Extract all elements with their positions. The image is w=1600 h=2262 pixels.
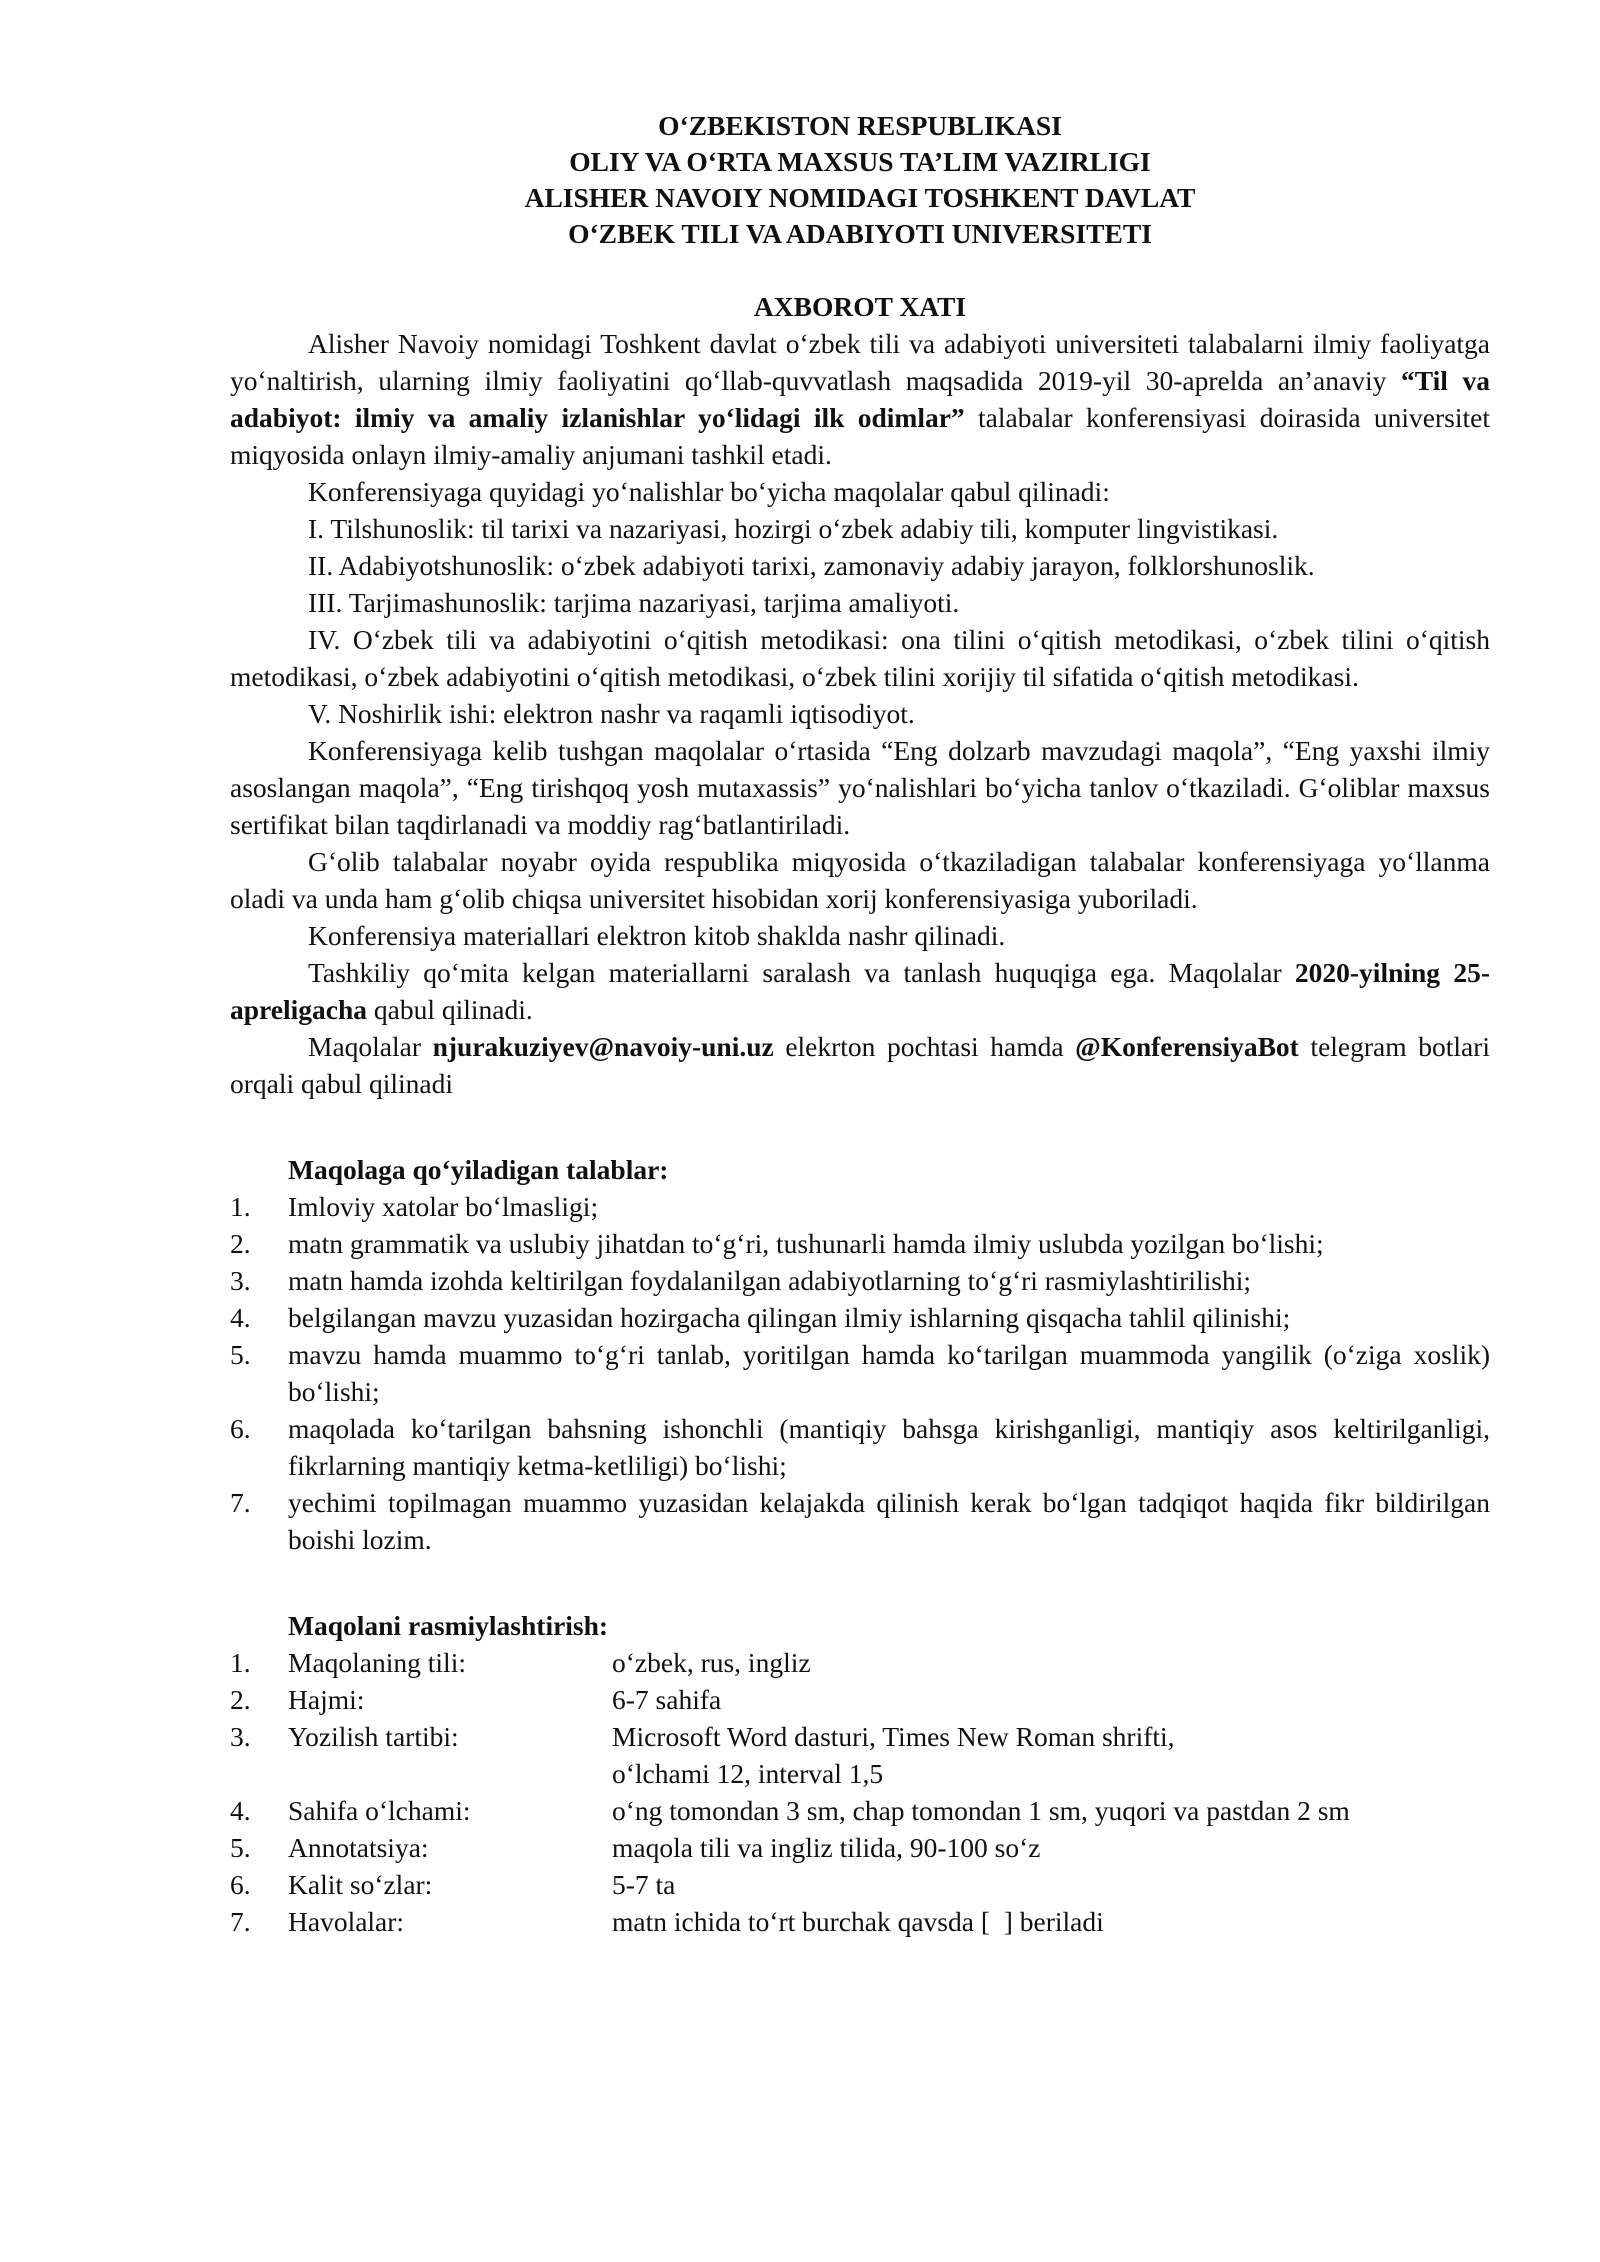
requirements-title: Maqolaga qo‘yiladigan talablar: bbox=[288, 1154, 669, 1185]
row-label: Sahifa o‘lchami: bbox=[288, 1795, 471, 1826]
list-item bbox=[230, 1188, 1490, 1225]
list-item-number: 6. bbox=[230, 1413, 251, 1444]
list-item bbox=[230, 1225, 1490, 1262]
contact-paragraph bbox=[230, 1028, 1490, 1102]
list-item-number: 3. bbox=[230, 1265, 251, 1296]
winners-paragraph: G‘olib talabalar noyabr oyida respublika miqyosida o‘tkaziladigan talabalar konferensiyaga yo‘llanma oladi va unda ham g‘olib chiqsa universitet hisobidan xorij konferensiyasiga yuboriladi. bbox=[230, 846, 1490, 914]
contact-text-2: elekrton pochtasi hamda bbox=[773, 1031, 1076, 1062]
row-number: 3. bbox=[230, 1721, 251, 1752]
header-line-3: ALISHER NAVOIY NOMIDAGI TOSHKENT DAVLAT bbox=[524, 182, 1196, 213]
requirements-list bbox=[230, 1188, 1490, 1558]
direction-item: I. Tilshunoslik: til tarixi va nazariyasi, hozirgi o‘zbek adabiy tili, komputer lingvistikasi. bbox=[308, 513, 1279, 544]
row-label: Kalit so‘zlar: bbox=[288, 1869, 433, 1900]
direction-item: III. Tarjimashunoslik: tarjima nazariyasi, tarjima amaliyoti. bbox=[308, 587, 960, 618]
row-value: maqola tili va ingliz tilida, 90-100 so‘z bbox=[612, 1832, 1041, 1863]
formatting-row bbox=[230, 1644, 1490, 1681]
row-label: Hajmi: bbox=[288, 1684, 365, 1715]
document-title: AXBOROT XATI bbox=[753, 291, 967, 322]
list-item-text: matn hamda izohda keltirilgan foydalanilgan adabiyotlarning to‘g‘ri rasmiylashtirilishi; bbox=[288, 1265, 1252, 1296]
list-item-text: mavzu hamda muammo to‘g‘ri tanlab, yoritilgan hamda ko‘tarilgan muammoda yangilik (o‘ziga xoslik) bo‘lishi; bbox=[288, 1339, 1490, 1407]
row-label: Havolalar: bbox=[288, 1906, 405, 1937]
deadline-paragraph bbox=[230, 954, 1490, 1028]
row-value bbox=[612, 1718, 1490, 1792]
list-item bbox=[230, 1410, 1490, 1484]
formatting-table bbox=[230, 1644, 1490, 1940]
row-number: 6. bbox=[230, 1869, 251, 1900]
list-item bbox=[230, 1336, 1490, 1410]
list-item-number: 1. bbox=[230, 1191, 251, 1222]
row-value: o‘zbek, rus, ingliz bbox=[612, 1647, 811, 1678]
formatting-row bbox=[230, 1792, 1490, 1829]
contact-email: njurakuziyev@navoiy-uni.uz bbox=[432, 1031, 774, 1062]
header-line-1: O‘ZBEKISTON RESPUBLIKASI bbox=[658, 110, 1062, 141]
list-item-number: 5. bbox=[230, 1339, 251, 1370]
ebook-paragraph: Konferensiya materiallari elektron kitob shaklda nashr qilinadi. bbox=[308, 920, 1006, 951]
directions-intro: Konferensiyaga quyidagi yo‘nalishlar bo‘yicha maqolalar qabul qilinadi: bbox=[308, 476, 1110, 507]
intro-paragraph bbox=[230, 325, 1490, 473]
deadline-date: 2020-yilning 25-apreligacha bbox=[230, 957, 1490, 1025]
header-line-2: OLIY VA O‘RTA MAXSUS TA’LIM VAZIRLIGI bbox=[569, 146, 1151, 177]
list-item bbox=[230, 1484, 1490, 1558]
row-value: matn ichida to‘rt burchak qavsda [ ] beriladi bbox=[612, 1906, 1104, 1937]
list-item-text: belgilangan mavzu yuzasidan hozirgacha qilingan ilmiy ishlarning qisqacha tahlil qilinishi; bbox=[288, 1302, 1291, 1333]
list-item-text: yechimi topilmagan muammo yuzasidan kelajakda qilinish kerak bo‘lgan tadqiqot haqida fikr bildirilgan boishi lozim. bbox=[288, 1487, 1490, 1555]
direction-item: II. Adabiyotshunoslik: o‘zbek adabiyoti tarixi, zamonaviy adabiy jarayon, folklorshunoslik. bbox=[308, 550, 1315, 581]
contact-text-1: Maqolalar bbox=[308, 1031, 433, 1062]
direction-item: V. Noshirlik ishi: elektron nashr va raqamli iqtisodiyot. bbox=[308, 698, 915, 729]
deadline-text-1: Tashkiliy qo‘mita kelgan materiallarni saralash va tanlash huquqiga ega. Maqolalar bbox=[308, 957, 1295, 988]
intro-text-2: talabalar konferensiyasi doirasida universitet miqyosida onlayn ilmiy-amaliy anjumani tashkil etadi. bbox=[230, 402, 1491, 470]
formatting-row bbox=[230, 1718, 1490, 1792]
row-value: 5-7 ta bbox=[612, 1869, 676, 1900]
formatting-title: Maqolani rasmiylashtirish: bbox=[288, 1610, 609, 1641]
formatting-row bbox=[230, 1866, 1490, 1903]
list-item bbox=[230, 1299, 1490, 1336]
row-value-line-2: o‘lchami 12, interval 1,5 bbox=[612, 1758, 884, 1789]
deadline-text-2: qabul qilinadi. bbox=[367, 994, 533, 1025]
list-item-text: Imloviy xatolar bo‘lmasligi; bbox=[288, 1191, 599, 1222]
row-label: Maqolaning tili: bbox=[288, 1647, 466, 1678]
list-item-number: 4. bbox=[230, 1302, 251, 1333]
list-item-text: maqolada ko‘tarilgan bahsning ishonchli (mantiqiy bahsga kirishganligi, mantiqiy asos keltirilganligi, fikrlarning mantiqiy ketma-ketliligi) bo‘lishi; bbox=[288, 1413, 1490, 1481]
document-header bbox=[230, 108, 1490, 252]
formatting-row bbox=[230, 1903, 1490, 1940]
formatting-row bbox=[230, 1681, 1490, 1718]
intro-text-1: Alisher Navoiy nomidagi Toshkent davlat o‘zbek tili va adabiyoti universiteti talabalarni ilmiy faoliyatga yo‘naltirish, ularning ilmiy faoliyatini qo‘llab-quvvatlash maqsadida 2019-yil 30-aprelda an’anaviy bbox=[230, 328, 1490, 396]
row-number: 4. bbox=[230, 1795, 251, 1826]
list-item bbox=[230, 1262, 1490, 1299]
row-value: 6-7 sahifa bbox=[612, 1684, 722, 1715]
row-value: o‘ng tomondan 3 sm, chap tomondan 1 sm, yuqori va pastdan 2 sm bbox=[612, 1795, 1350, 1826]
list-item-number: 2. bbox=[230, 1228, 251, 1259]
direction-item: IV. O‘zbek tili va adabiyotini o‘qitish metodikasi: ona tilini o‘qitish metodikasi, o‘zbek tilini o‘qitish metodikasi, o‘zbek adabiyotini o‘qitish metodikasi, o‘zbek tilini xorijiy til sifatida o‘qitish metodikasi. bbox=[230, 624, 1490, 692]
row-label: Yozilish tartibi: bbox=[288, 1721, 459, 1752]
formatting-row bbox=[230, 1829, 1490, 1866]
list-item-number: 7. bbox=[230, 1487, 251, 1518]
row-number: 7. bbox=[230, 1906, 251, 1937]
awards-paragraph: Konferensiyaga kelib tushgan maqolalar o‘rtasida “Eng dolzarb mavzudagi maqola”, “Eng yaxshi ilmiy asoslangan maqola”, “Eng tirishqoq yosh mutaxassis” yo‘nalishlari bo‘yicha tanlov o‘tkaziladi. G‘oliblar maxsus sertifikat bilan taqdirlanadi va moddiy rag‘batlantiriladi. bbox=[230, 735, 1490, 840]
contact-text-3: telegram botlari orqali qabul qilinadi bbox=[230, 1031, 1491, 1099]
row-value-line-1: Microsoft Word dasturi, Times New Roman shrifti, bbox=[612, 1721, 1175, 1752]
row-number: 1. bbox=[230, 1647, 251, 1678]
row-label: Annotatsiya: bbox=[288, 1832, 429, 1863]
header-line-4: O‘ZBEK TILI VA ADABIYOTI UNIVERSITETI bbox=[568, 218, 1152, 249]
list-item-text: matn grammatik va uslubiy jihatdan to‘g‘ri, tushunarli hamda ilmiy uslubda yozilgan bo‘lishi; bbox=[288, 1228, 1324, 1259]
row-number: 2. bbox=[230, 1684, 251, 1715]
row-number: 5. bbox=[230, 1832, 251, 1863]
telegram-bot: @KonferensiyaBot bbox=[1075, 1031, 1299, 1062]
conference-name: “Til va adabiyot: ilmiy va amaliy izlanishlar yo‘lidagi ilk odimlar” bbox=[230, 365, 1490, 433]
